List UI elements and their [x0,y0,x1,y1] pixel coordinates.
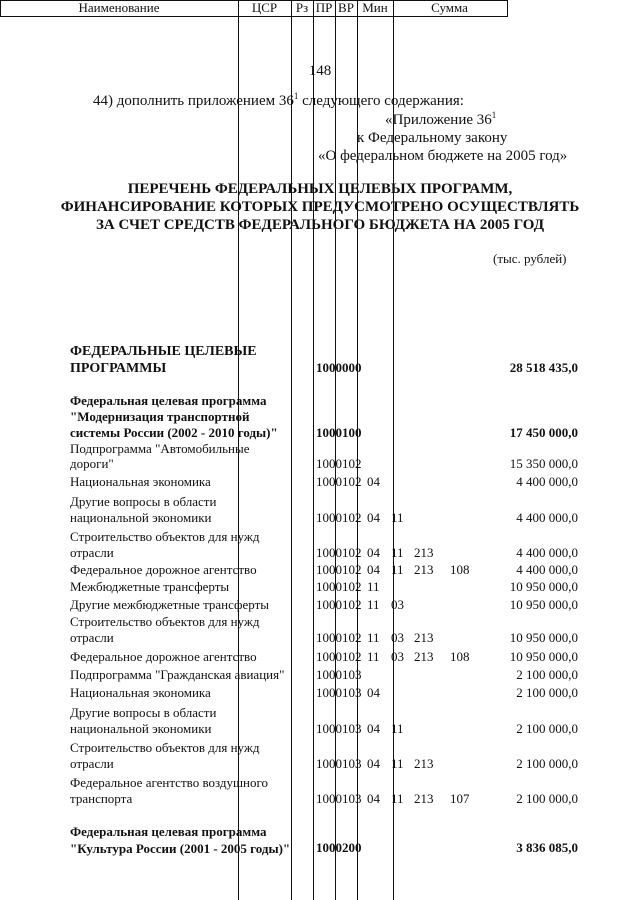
row-rz: 11 [367,579,380,594]
row-rz: 04 [367,791,380,806]
col-header-name: Наименование [78,0,160,15]
row-rz: 04 [367,756,380,771]
row-name: Подпрограмма "Автомобильные дороги" [70,441,250,471]
row-csr: 1000102 [316,456,362,471]
row-rz: 11 [367,597,380,612]
col-divider [313,0,314,900]
row-sum: 2 100 000,0 [516,721,578,736]
row-name: Строительство объектов для нужд отрасли [70,740,260,771]
row-rz: 11 [367,630,380,645]
row-pr: 11 [391,545,404,560]
row-sum: 28 518 435,0 [509,360,578,375]
col-header-sum: Сумма [431,0,468,15]
row-csr: 1000103 [316,721,362,736]
row-sum: 10 950 000,0 [509,597,578,612]
row-pr: 11 [391,756,404,771]
row-pr: 11 [391,562,404,577]
appendix-number: «Приложение 36 [385,112,492,128]
row-sum: 10 950 000,0 [509,579,578,594]
row-sum: 10 950 000,0 [509,630,578,645]
row-name: Межбюджетные трансферты [70,579,230,594]
row-csr: 1000200 [316,840,362,855]
row-sum: 4 400 000,0 [516,545,578,560]
row-name: Федеральное дорожное агентство [70,562,257,577]
row-sum: 2 100 000,0 [516,791,578,806]
row-csr: 1000103 [316,791,362,806]
col-divider [291,0,292,900]
row-sum: 2 100 000,0 [516,667,578,682]
row-name: Строительство объектов для нужд отрасли [70,529,260,560]
row-name: Национальная экономика [70,474,211,489]
row-vr: 213 [414,562,434,577]
row-csr: 1000103 [316,756,362,771]
row-name: Другие вопросы в области национальной экономики [70,705,217,736]
row-vr: 213 [414,649,434,664]
row-name: Другие вопросы в области национальной экономики [70,494,217,525]
row-name: Федеральная целевая программа "Культура России (2001 - 2005 годы)" [70,824,291,856]
row-pr: 11 [391,510,404,525]
row-sum: 10 950 000,0 [509,649,578,664]
row-pr: 11 [391,721,404,736]
row-csr: 1000103 [316,685,362,700]
col-header-rz: Рз [295,0,309,15]
document-title-line-1: ПЕРЕЧЕНЬ ФЕДЕРАЛЬНЫХ ЦЕЛЕВЫХ ПРОГРАММ, [127,181,513,197]
col-header-vr: ВР [338,0,354,15]
row-sum: 15 350 000,0 [509,456,578,471]
row-name: Федеральное дорожное агентство [70,649,257,664]
row-sum: 3 836 085,0 [516,840,578,855]
document-title-line-3: ЗА СЧЕТ СРЕДСТВ ФЕДЕРАЛЬНОГО БЮДЖЕТА НА 2005 ГОД [95,217,545,233]
row-rz: 04 [367,474,380,489]
row-name: Федеральное агентство воздушного транспорта [70,775,268,806]
row-sum: 2 100 000,0 [516,685,578,700]
row-rz: 04 [367,510,380,525]
row-pr: 03 [391,649,404,664]
row-pr: 03 [391,630,404,645]
row-sum: 2 100 000,0 [516,756,578,771]
row-csr: 1000102 [316,597,362,612]
intro-line [93,93,464,110]
row-rz: 04 [367,685,380,700]
row-csr: 1000102 [316,545,362,560]
appendix-label [385,112,496,129]
row-rz: 04 [367,721,380,736]
row-vr: 213 [414,791,434,806]
intro-superscript: 1 [293,91,299,101]
row-csr: 1000102 [316,562,362,577]
row-pr: 11 [391,791,404,806]
row-csr: 1000103 [316,667,362,682]
row-sum: 17 450 000,0 [509,425,578,440]
row-sum: 4 400 000,0 [516,474,578,489]
row-rz: 04 [367,562,380,577]
row-vr: 213 [414,756,434,771]
row-csr: 1000000 [316,360,362,375]
page-number: 148 [308,63,332,79]
col-header-csr: ЦСР [251,0,278,15]
row-vr: 213 [414,545,434,560]
row-min: 108 [450,562,470,577]
row-vr: 213 [414,630,434,645]
row-name: ФЕДЕРАЛЬНЫЕ ЦЕЛЕВЫЕ ПРОГРАММЫ [70,344,257,376]
row-csr: 1000100 [316,425,362,440]
col-header-pr: ПР [315,0,333,15]
row-sum: 4 400 000,0 [516,510,578,525]
row-name: Строительство объектов для нужд отрасли [70,614,260,645]
row-min: 108 [450,649,470,664]
row-name: Национальная экономика [70,685,211,700]
table-header [0,0,508,17]
row-sum: 4 400 000,0 [516,562,578,577]
row-min: 107 [450,791,470,806]
col-header-min: Мин [362,0,388,15]
appendix-law-ref: к Федеральному закону [357,130,508,146]
row-csr: 1000102 [316,630,362,645]
row-rz: 11 [367,649,380,664]
intro-text: 44) дополнить приложением 36 [93,93,294,109]
row-rz: 04 [367,545,380,560]
appendix-law-title: «О федеральном бюджете на 2005 год» [318,148,568,164]
document-title-line-2: ФИНАНСИРОВАНИЕ КОТОРЫХ ПРЕДУСМОТРЕНО ОСУЩЕСТВЛЯТЬ [60,199,580,215]
row-csr: 1000102 [316,579,362,594]
row-csr: 1000102 [316,474,362,489]
row-name: Подпрограмма "Гражданская авиация" [70,667,285,682]
row-name: Другие межбюджетные трансферты [70,597,269,612]
row-csr: 1000102 [316,510,362,525]
intro-suffix: следующего содержания: [298,93,464,109]
units-label: (тыс. рублей) [493,251,567,266]
row-csr: 1000102 [316,649,362,664]
row-name: Федеральная целевая программа "Модернизация транспортной системы России (2002 - 2010 годы)" [70,393,278,440]
appendix-superscript: 1 [491,110,497,120]
row-pr: 03 [391,597,404,612]
